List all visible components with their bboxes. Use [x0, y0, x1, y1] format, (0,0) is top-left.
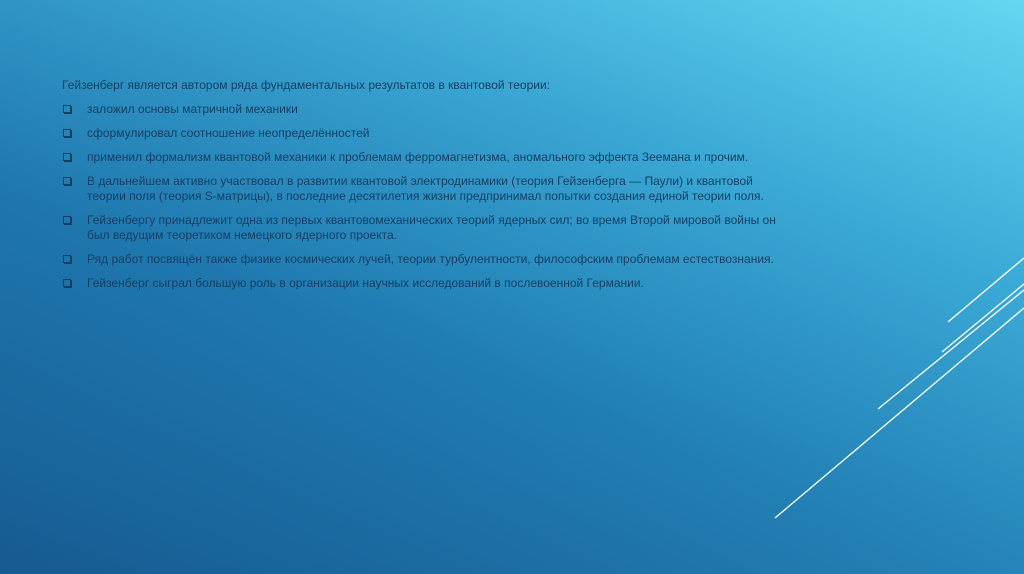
decor-line	[775, 308, 1024, 518]
list-item-text: сформулировал соотношение неопределённостей	[87, 126, 370, 140]
list-item-text: В дальнейшем активно участвовал в развитии квантовой электродинамики (теория Гейзенберга — Паули) и квантовой теории поля (теория S-матрицы), в последние десятилетия жизни предпринимал попытки создания единой теории поля.	[87, 174, 764, 203]
list-item-text: Гейзенберг сыграл большую роль в организации научных исследований в послевоенной Германии.	[87, 276, 644, 290]
list-item-text: Ряд работ посвящён также физике космических лучей, теории турбулентности, философским проблемам естествознания.	[87, 252, 774, 266]
decor-line	[948, 258, 1024, 322]
list-item-text: заложил основы матричной механики	[87, 102, 298, 116]
list-item-text: Гейзенбергу принадлежит одна из первых квантовомеханических теорий ядерных сил; во время Второй мировой войны он был ведущим теоретиком немецкого ядерного проекта.	[87, 213, 776, 242]
intro-text: Гейзенберг является автором ряда фундаментальных результатов в квантовой теории:	[62, 78, 550, 92]
decor-line	[878, 290, 1024, 409]
list-item-text: применил формализм квантовой механики к проблемам ферромагнетизма, аномального эффекта Зеемана и прочим.	[87, 150, 749, 164]
